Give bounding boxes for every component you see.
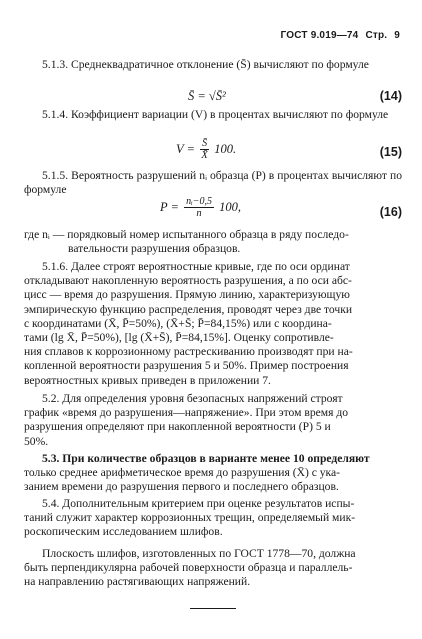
p55-line: на направлению растягивающих напряжений. [24, 575, 251, 589]
formula-15 [176, 138, 236, 162]
p53-line: 5.3. При количестве образцов в варианте менее 10 определяют [42, 452, 370, 465]
paragraph-shlify [24, 547, 402, 590]
page-number: 9 [394, 30, 400, 41]
equation-number-15: (15) [379, 145, 402, 159]
where-line-2: вательности разрушения образцов. [68, 242, 241, 256]
equation-number-16: (16) [379, 205, 402, 219]
p52-line: 5.2. Для определения уровня безопасных напряжений строят [42, 392, 343, 405]
end-divider [190, 608, 236, 609]
page-label: Стр. [365, 30, 388, 41]
standard-code: ГОСТ 9.019—74 [280, 30, 359, 41]
equation-number-14: (14) [379, 89, 402, 103]
formula-15-numerator: S̄ [202, 138, 208, 149]
p516-line: 5.1.6. Далее строят вероятностные кривые, где по оси ординат [42, 260, 350, 273]
formula-16-denominator: n [196, 208, 202, 219]
p54-line: 5.4. Дополнительным критерием при оценке результатов испы- [42, 497, 355, 510]
formula-16 [160, 196, 241, 220]
p54-line: роскопическим исследованием шлифов. [24, 525, 223, 539]
paragraph-5-1-5: 5.1.5. Вероятность разрушений nᵢ образца (P) в процентах вычисляют по формуле [24, 169, 402, 197]
p52-line: разрушения определяют при накопленной вероятности (P) 5 и [24, 420, 331, 434]
formula-15-fraction [200, 138, 209, 162]
p54-line: таний служит характер коррозионных трещин, определяемый мик- [24, 511, 356, 525]
p52-line: график «время до разрушения—напряжение». При этом время до [24, 406, 349, 420]
p516-line: копленной вероятности разрушения 5 и 50%. Пример построения [24, 359, 349, 373]
p516-line: эмпирическую функцию распределения, проводят через две точки [24, 302, 353, 316]
p516-line: вероятностных кривых приведен в приложении 7. [24, 373, 271, 387]
p516-line: ния сплавов к коррозионному растрескиванию производят при на- [24, 345, 353, 359]
formula-15-rhs: 100. [214, 141, 237, 156]
formula-16-numerator: nᵢ−0,5 [186, 196, 212, 207]
where-line-1: где nᵢ — порядковый номер испытанного образца в ряду последо- [24, 228, 349, 241]
formula-16-fraction [184, 196, 214, 220]
p53-line: занием времени до разрушения первого и последнего образцов. [24, 480, 339, 494]
formula-15-denominator: X̄ [201, 150, 208, 161]
p516-line: тами (lg X̄, P̄=50%), [lg (X̄+S̄), P̄=84,15%]. Оценку сопротивле- [24, 331, 334, 345]
p53-line: только среднее арифметическое время до разрушения (X̄) с ука- [24, 466, 341, 480]
p52-line: 50%. [24, 434, 49, 448]
paragraph-5-3 [24, 452, 402, 495]
p516-line: с координатами (X̄, P̄=50%), (X̄+S̄; P̄=84,15%) или с координа- [24, 316, 332, 330]
formula-16-lhs: P = [160, 199, 179, 214]
p55-line: быть перпендикулярна рабочей поверхности образца и параллель- [24, 561, 353, 575]
paragraph-5-1-3: 5.1.3. Среднеквадратичное отклонение (S̄) вычисляют по формуле [42, 58, 369, 71]
where-clause [24, 228, 402, 256]
p55-line: Плоскость шлифов, изготовленных по ГОСТ 1778—70, должна [42, 547, 356, 560]
page-header [277, 30, 400, 41]
p516-line: откладывают накопленную вероятность разрушения, а по оси абс- [24, 274, 352, 288]
paragraph-5-2 [24, 392, 402, 449]
paragraph-5-4 [24, 497, 402, 540]
formula-14: S̄ = √S̄² [188, 89, 226, 103]
formula-16-rhs: 100, [219, 199, 241, 214]
paragraph-5-1-6 [24, 260, 402, 388]
paragraph-5-1-4: 5.1.4. Коэффициент вариации (V) в процентах вычисляют по формуле [42, 108, 389, 121]
formula-15-lhs: V = [176, 141, 195, 156]
p516-line: цисс — время до разрушения. Прямую линию, характеризующую [24, 288, 350, 302]
